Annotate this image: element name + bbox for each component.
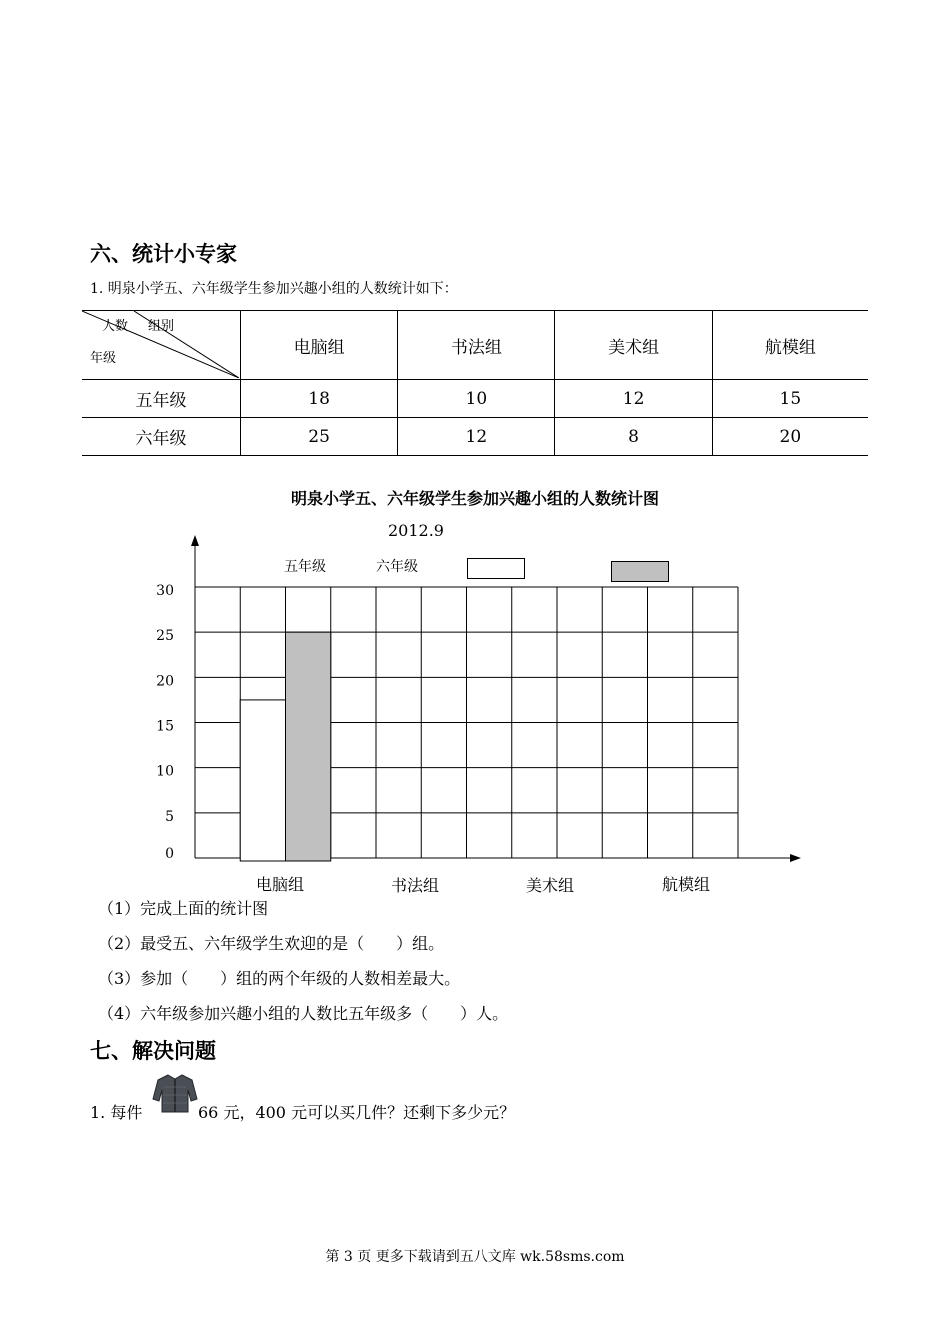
- row-label: 五年级: [82, 380, 241, 418]
- y-tick-label: 0: [165, 846, 174, 862]
- corner-top-left: 人数: [102, 319, 129, 334]
- y-tick-label: 15: [156, 718, 174, 735]
- page-footer: 第 3 页 更多下载请到五八文库 wk.58sms.com: [325, 1249, 625, 1265]
- section7-title: 七、解决问题: [90, 1039, 216, 1063]
- column-header: 书法组: [398, 311, 555, 380]
- question-3: （3）参加（ ）组的两个年级的人数相差最大。: [98, 969, 461, 988]
- y-tick-label: 30: [156, 583, 174, 599]
- column-header: 航模组: [712, 311, 868, 380]
- x-tick-label: 电脑组: [256, 875, 305, 894]
- legend-label-grade6: 六年级: [376, 559, 418, 575]
- column-header: 美术组: [555, 311, 712, 380]
- x-tick-label: 书法组: [391, 876, 440, 895]
- section7-q1-suffix: 66 元，400 元可以买几件？还剩下多少元？: [198, 1103, 516, 1122]
- x-tick-label: 美术组: [526, 876, 575, 895]
- section6-title: 六、统计小专家: [90, 242, 237, 266]
- table-cell: 12: [555, 380, 712, 418]
- table-cell: 10: [398, 380, 555, 418]
- chart-title: 明泉小学五、六年级学生参加兴趣小组的人数统计图: [290, 489, 659, 508]
- column-header: 电脑组: [241, 311, 398, 380]
- table-cell: 8: [555, 418, 712, 456]
- table-cell: 25: [241, 418, 398, 456]
- x-tick-label: 航模组: [662, 875, 711, 894]
- corner-bottom: 年级: [90, 351, 117, 366]
- y-axis-arrow: [191, 535, 199, 546]
- question-2: （2）最受五、六年级学生欢迎的是（ ）组。: [98, 934, 445, 953]
- x-axis-arrow: [790, 854, 801, 862]
- bar-grade6: [286, 632, 331, 861]
- table-cell: 15: [712, 380, 868, 418]
- y-tick-label: 25: [156, 628, 174, 645]
- y-tick-label: 20: [156, 673, 174, 690]
- y-tick-label: 5: [165, 808, 174, 825]
- question-4: （4）六年级参加兴趣小组的人数比五年级多（ ）人。: [98, 1004, 509, 1023]
- jacket-icon: [152, 1073, 198, 1113]
- chart-subtitle: 2012.9: [388, 521, 444, 540]
- bar-grade5: [240, 700, 285, 861]
- table-cell: 20: [712, 418, 868, 456]
- row-label: 六年级: [82, 418, 241, 456]
- corner-top-right: 组别: [148, 319, 175, 334]
- section7-q1-prefix: 1. 每件: [90, 1103, 143, 1122]
- table-cell: 18: [241, 380, 398, 418]
- section6-q1-intro: 1. 明泉小学五、六年级学生参加兴趣小组的人数统计如下：: [90, 281, 458, 297]
- legend-label-grade5: 五年级: [284, 559, 326, 575]
- y-tick-label: 10: [156, 763, 174, 780]
- question-1: （1）完成上面的统计图: [98, 899, 269, 918]
- table-cell: 12: [398, 418, 555, 456]
